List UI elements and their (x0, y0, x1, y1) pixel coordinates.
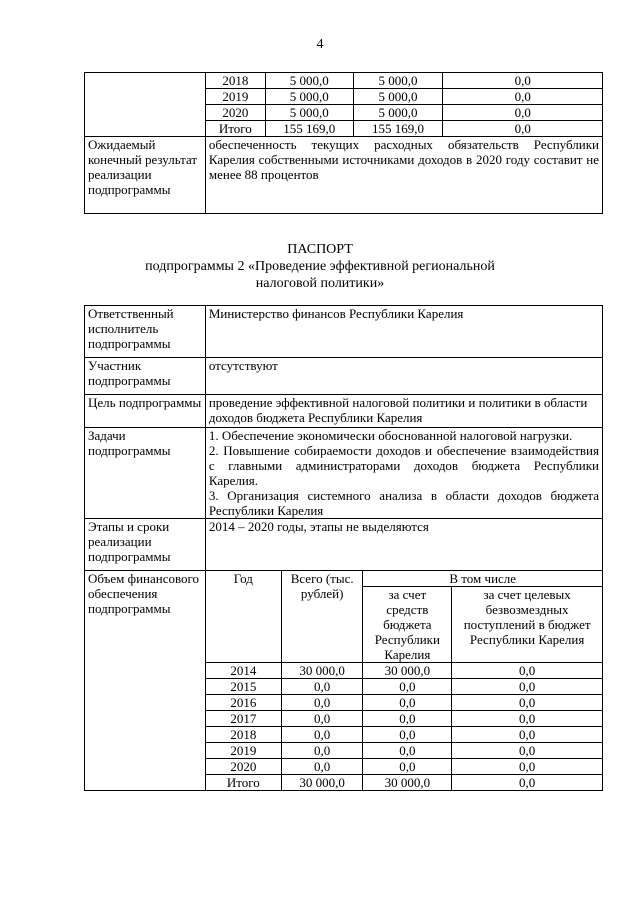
responsible-value: Министерство финансов Республики Карелия (205, 306, 602, 358)
table-row (206, 663, 602, 679)
total-cell: 5 000,0 (265, 89, 353, 105)
table-row (206, 775, 602, 791)
passport-subtitle-line2: налоговой политики» (255, 276, 385, 291)
table-row (206, 743, 602, 759)
expected-result-text: обеспеченность текущих расходных обязательств Республики Карелия собственными источниками доходов в 2020 году составит не менее 88 процентов (205, 137, 602, 214)
header-total: Всего (тыс. рублей) (281, 571, 363, 663)
stages-value: 2014 – 2020 годы, этапы не выделяются (205, 519, 602, 571)
budget-cell: 30 000,0 (363, 775, 452, 791)
total-cell: 0,0 (281, 695, 363, 711)
header-year: Год (206, 571, 282, 663)
task-item: 3. Организация системного анализа в области доходов бюджета Республики Карелия (208, 488, 599, 518)
total-cell: 0,0 (281, 727, 363, 743)
table-row (206, 695, 602, 711)
total-cell: 30 000,0 (281, 775, 363, 791)
total-cell: 0,0 (281, 743, 363, 759)
total-cell: 0,0 (281, 711, 363, 727)
grants-cell: 0,0 (443, 89, 603, 105)
year-cell: 2020 (205, 105, 265, 121)
total-cell: 30 000,0 (281, 663, 363, 679)
tasks-value (205, 428, 602, 519)
year-cell: Итого (206, 775, 282, 791)
year-cell: 2018 (206, 727, 282, 743)
total-cell: 0,0 (281, 679, 363, 695)
budget-cell: 155 169,0 (353, 121, 443, 137)
table-row (85, 571, 603, 791)
budget-cell: 5 000,0 (353, 73, 443, 89)
table-row (85, 358, 603, 395)
grants-cell: 0,0 (452, 743, 602, 759)
year-cell: 2019 (206, 743, 282, 759)
empty-label-cell (85, 73, 206, 137)
grants-cell: 0,0 (443, 121, 603, 137)
passport-title (0, 241, 640, 292)
budget-cell: 5 000,0 (353, 89, 443, 105)
stages-label: Этапы и сроки реализации подпрограммы (85, 519, 206, 571)
participant-value: отсутствуют (205, 358, 602, 395)
participant-label: Участник подпрограммы (85, 358, 206, 395)
table-row (85, 395, 603, 428)
passport-table (84, 305, 603, 791)
grants-cell: 0,0 (452, 695, 602, 711)
header-grants: за счет целевых безвозмездных поступлений в бюджет Республики Карелия (452, 587, 602, 663)
expected-result-label: Ожидаемый конечный результат реализации подпрограммы (85, 137, 206, 214)
grants-cell: 0,0 (452, 663, 602, 679)
task-item: 2. Повышение собираемости доходов и обеспечение взаимодействия с главными администраторами доходов бюджета Республики Карелия. (208, 443, 599, 488)
table-row (206, 759, 602, 775)
grants-cell: 0,0 (452, 727, 602, 743)
table-row (206, 571, 602, 587)
grants-cell: 0,0 (452, 775, 602, 791)
task-item: 1. Обеспечение экономически обоснованной налоговой нагрузки. (208, 428, 573, 443)
grants-cell: 0,0 (443, 105, 603, 121)
table-row (85, 519, 603, 571)
budget-cell: 0,0 (363, 711, 452, 727)
goal-label: Цель подпрограммы (85, 395, 206, 428)
budget-cell: 5 000,0 (353, 105, 443, 121)
table-row (85, 73, 603, 89)
budget-cell: 0,0 (363, 759, 452, 775)
tasks-label: Задачи подпрограммы (85, 428, 206, 519)
header-budget: за счет средств бюджета Республики Карелия (363, 587, 452, 663)
table-row (85, 137, 603, 214)
budget-cell: 30 000,0 (363, 663, 452, 679)
total-cell: 5 000,0 (265, 105, 353, 121)
budget-cell: 0,0 (363, 727, 452, 743)
table-row (206, 727, 602, 743)
total-cell: 155 169,0 (265, 121, 353, 137)
year-cell: 2015 (206, 679, 282, 695)
funding-table (206, 571, 602, 790)
header-including: В том числе (363, 571, 602, 587)
grants-cell: 0,0 (443, 73, 603, 89)
year-cell: 2019 (205, 89, 265, 105)
total-cell: 5 000,0 (265, 73, 353, 89)
continuation-table (84, 72, 603, 214)
budget-cell: 0,0 (363, 679, 452, 695)
grants-cell: 0,0 (452, 759, 602, 775)
budget-cell: 0,0 (363, 743, 452, 759)
table-row (206, 679, 602, 695)
goal-value: проведение эффективной налоговой политики и политики в области доходов бюджета Республики Карелия (205, 395, 602, 428)
page-number: 4 (316, 37, 324, 52)
responsible-label: Ответственный исполнитель подпрограммы (85, 306, 206, 358)
table-row (85, 428, 603, 519)
year-cell: 2020 (206, 759, 282, 775)
year-cell: 2016 (206, 695, 282, 711)
year-cell: 2017 (206, 711, 282, 727)
grants-cell: 0,0 (452, 679, 602, 695)
funding-cell (205, 571, 602, 791)
year-cell: 2014 (206, 663, 282, 679)
total-cell: 0,0 (281, 759, 363, 775)
passport-heading: ПАСПОРТ (287, 242, 353, 257)
passport-subtitle-line1: подпрограммы 2 «Проведение эффективной региональной (145, 259, 495, 274)
grants-cell: 0,0 (452, 711, 602, 727)
year-cell: Итого (205, 121, 265, 137)
budget-cell: 0,0 (363, 695, 452, 711)
table-row (85, 306, 603, 358)
table-row (206, 711, 602, 727)
year-cell: 2018 (205, 73, 265, 89)
funding-label: Объем финансового обеспечения подпрограммы (85, 571, 206, 791)
